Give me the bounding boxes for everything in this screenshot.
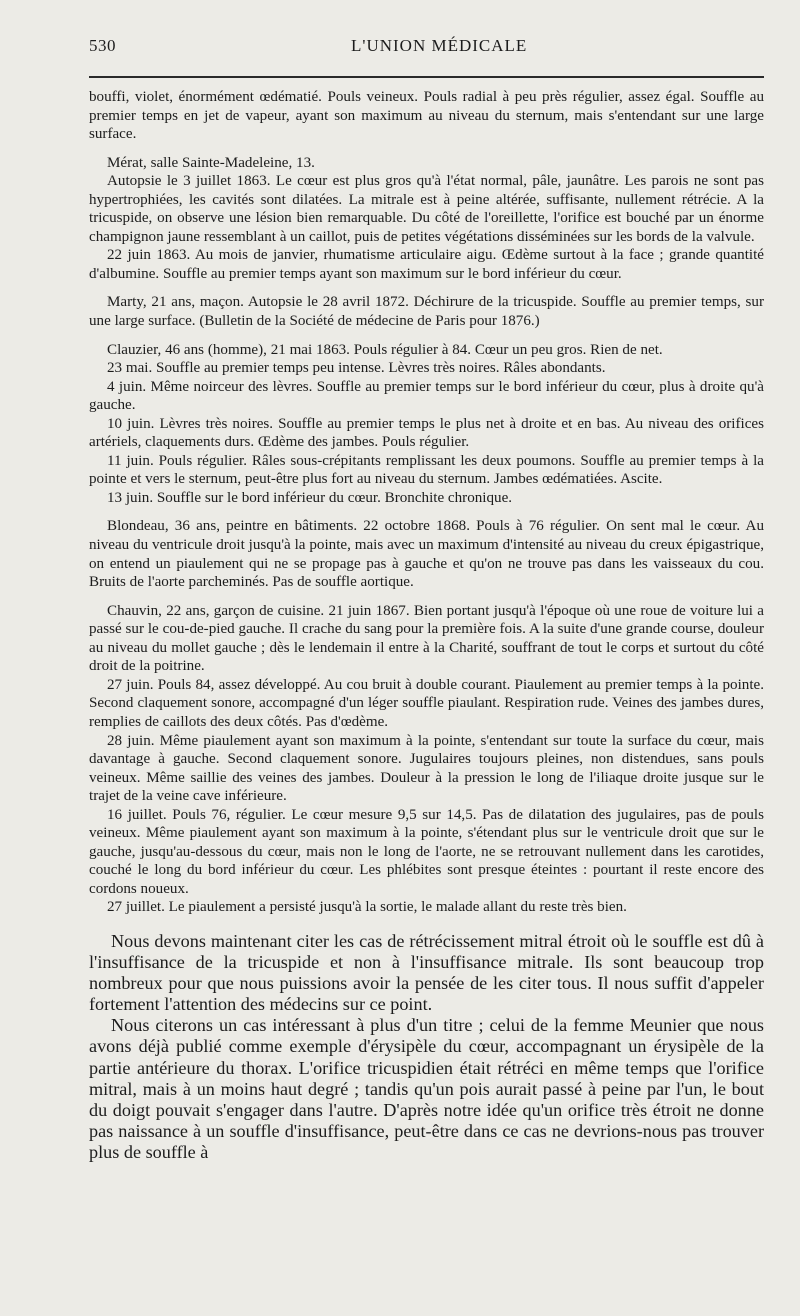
body-paragraph: Nous citerons un cas intéressant à plus d'un titre ; celui de la femme Meunier que nous avons déjà publié comme exemple d'érysipèle du cœur, accompagnant un érysipèle de la partie antérieure du thorax. L'orifice tricuspidien était rétréci en même temps que l'orifice mitral, mais à un moins haut degré ; tandis qu'un pois aurait passé à peine par l'un, le bout du doigt pouvait s'engager dans l'autre. D'après notre idée qu'un orifice très étroit ne donne pas naissance à un souffle d'insuffisance, peut-être dans ce cas ne devrions-nous pas trouver plus de souffle à <box>89 1015 764 1162</box>
observation-paragraph: 23 mai. Souffle au premier temps peu intense. Lèvres très noires. Râles abondants. <box>107 360 606 377</box>
observation-paragraph: 27 juillet. Le piaulement a persisté jusqu'à la sortie, le malade allant du reste très bien. <box>107 899 627 916</box>
running-title: L'UNION MÉDICALE <box>351 36 528 55</box>
page-header <box>89 30 764 62</box>
observation-paragraph: 16 juillet. Pouls 76, régulier. Le cœur mesure 9,5 sur 14,5. Pas de dilatation des jugulaires, pas de pouls veineux. Même piaulement ayant son maximum à la pointe, s'étendant plus sur le ventricule droit que sur le gauche, jusqu'au-dessous du cœur, mais non le long de l'aorte, ne se retrouvant nullement dans les carotides, couché le long du bord inférieur du cœur. Les phlébites sont presque éteintes : pourtant il reste encore des cordons noueux. <box>89 806 764 897</box>
body-paragraph: Nous devons maintenant citer les cas de rétrécissement mitral étroit où le souffle est dû à l'insuffisance de la tricuspide et non à l'insuffisance mitrale. Ils sont beaucoup trop nombreux pour que nous puissions avoir la pensée de les citer tous. Il nous suffit d'appeler fortement l'attention des médecins sur ce point. <box>89 930 764 1015</box>
observation-paragraph: Marty, 21 ans, maçon. Autopsie le 28 avril 1872. Déchirure de la tricuspide. Souffle au premier temps, sur une large surface. (Bulletin de la Société de médecine de Paris pour 1876.) <box>89 294 764 330</box>
observation-paragraph: Blondeau, 36 ans, peintre en bâtiments. 22 octobre 1868. Pouls à 76 régulier. On sent mal le cœur. Au niveau du ventricule droit jusqu'à la pointe, mais avec un maximum d'intensité au niveau du creux épigastrique, on entend un piaulement qui ne se propage pas à gauche et qu'on ne trouve pas dans les vaisseaux du cou. Bruits de l'aorte parcheminés. Pas de souffle aortique. <box>89 518 764 591</box>
observation-paragraph: Mérat, salle Sainte-Madeleine, 13. <box>107 154 315 171</box>
observations-block <box>89 88 764 917</box>
main-text <box>89 931 764 1163</box>
observation-paragraph: Chauvin, 22 ans, garçon de cuisine. 21 juin 1867. Bien portant jusqu'à l'époque où une roue de voiture lui a passé sur le cou-de-pied gauche. Il crache du sang pour la première fois. A la suite d'une grande course, douleur au niveau du mollet gauche ; dès le lendemain il entre à la Charité, souffrant de tout le corps et surtout du côté droit de la poitrine. <box>89 602 764 675</box>
page-number: 530 <box>89 36 116 55</box>
observation-paragraph: Autopsie le 3 juillet 1863. Le cœur est plus gros qu'à l'état normal, pâle, jaunâtre. Les parois ne sont pas hypertrophiées, les cavités sont dilatées. La mitrale est à peine altérée, suffisante, nullement rétrécie. A la tricuspide, on observe une lésion bien remarquable. Du côté de l'oreillette, l'orifice est bouché par un énorme champignon jaune ressemblant à un caillot, puis de petites végétations disséminées sur les bords de la valvule. <box>89 173 764 245</box>
observation-paragraph: 10 juin. Lèvres très noires. Souffle au premier temps le plus net à droite et en bas. Au niveau des orifices artériels, claquements durs. Œdème des jambes. Pouls régulier. <box>89 415 764 451</box>
observation-paragraph: 4 juin. Même noirceur des lèvres. Souffle au premier temps sur le bord inférieur du cœur, plus à droite qu'à gauche. <box>89 378 764 414</box>
observation-paragraph: 28 juin. Même piaulement ayant son maximum à la pointe, s'entendant sur toute la surface du cœur, mais davantage à gauche. Second claquement sonore. Jugulaires toujours pleines, non distendues, sans pouls veineux. Même saillie des veines des jambes. Douleur à la pression le long de l'iliaque droite jusque sur le trajet de la veine cave inférieure. <box>89 732 764 805</box>
observation-paragraph: Clauzier, 46 ans (homme), 21 mai 1863. Pouls régulier à 84. Cœur un peu gros. Rien de net. <box>107 341 663 358</box>
header-rule <box>89 76 764 78</box>
observation-paragraph: 27 juin. Pouls 84, assez développé. Au cou bruit à double courant. Piaulement au premier temps à la pointe. Second claquement sonore, accompagné d'un léger souffle piaulant. Respiration rude. Veines des jambes dures, remplies de caillots des deux côtés. Pas d'œdème. <box>89 676 764 730</box>
observation-paragraph: bouffi, violet, énormément œdématié. Pouls veineux. Pouls radial à peu près régulier, assez égal. Souffle au premier temps en jet de vapeur, ayant son maximum au niveau du sternum, mais s'entendant sur une large surface. <box>89 89 764 143</box>
observation-paragraph: 11 juin. Pouls régulier. Râles sous-crépitants remplissant les deux poumons. Souffle au premier temps à la pointe et vers le sternum, peut-être plus fort au niveau du sternum. Jambes œdématiées. Ascite. <box>89 452 764 488</box>
observation-paragraph: 22 juin 1863. Au mois de janvier, rhumatisme articulaire aigu. Œdème surtout à la face ; grande quantité d'albumine. Souffle au premier temps ayant son maximum sur le bord inférieur du cœur. <box>89 247 764 282</box>
observation-paragraph: 13 juin. Souffle sur le bord inférieur du cœur. Bronchite chronique. <box>107 489 513 506</box>
